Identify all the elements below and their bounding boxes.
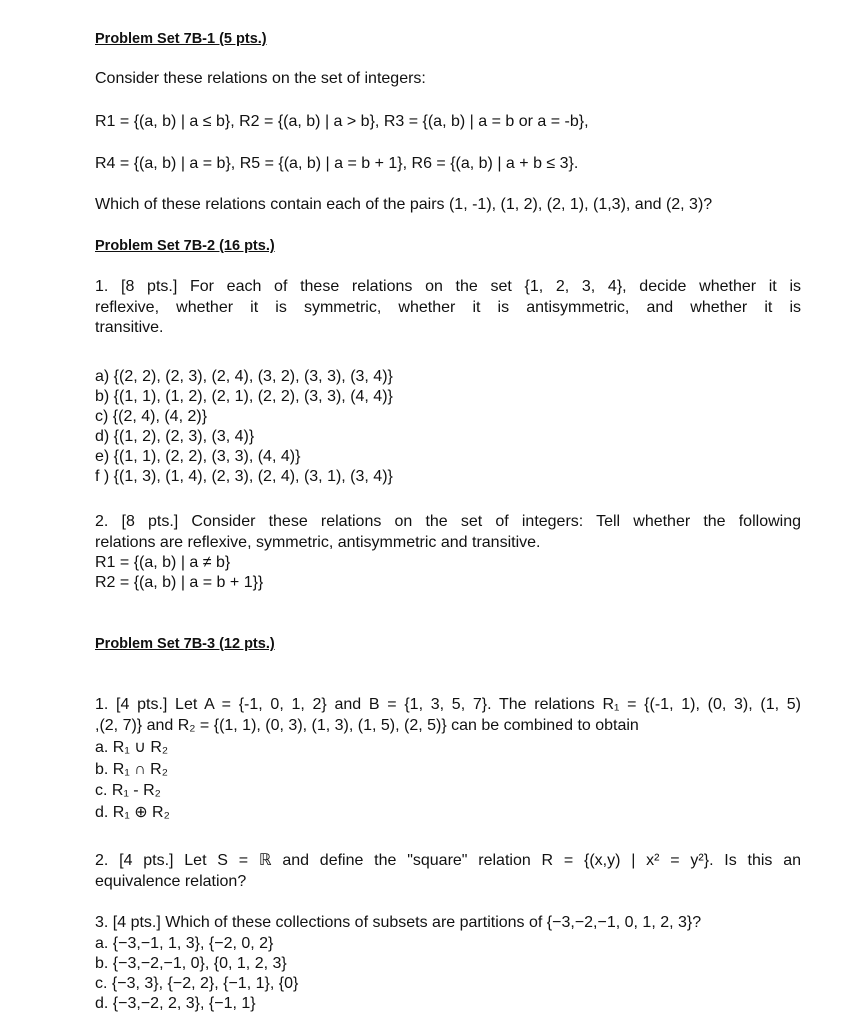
list-item: d) {(1, 2), (2, 3), (3, 4)} [95, 428, 255, 445]
ps3-q2-line2: equivalence relation? [95, 873, 247, 890]
ps2-q1-options [95, 367, 393, 487]
list-item: f ) {(1, 3), (1, 4), (2, 3), (2, 4), (3, 1), (3, 4)} [95, 468, 393, 485]
ps2-q1-line1: 1. [8 pts.] For each of these relations on the set {1, 2, 3, 4}, decide whether it is [95, 278, 801, 295]
list-item: e) {(1, 1), (2, 2), (3, 3), (4, 4)} [95, 448, 301, 465]
ps1-relations-line2: R4 = {(a, b) | a = b}, R5 = {(a, b) | a = b + 1}, R6 = {(a, b) | a + b ≤ 3}. [95, 155, 579, 172]
list-item: b) {(1, 1), (1, 2), (2, 1), (2, 2), (3, 3), (4, 4)} [95, 388, 393, 405]
ps1-relations-line1: R1 = {(a, b) | a ≤ b}, R2 = {(a, b) | a > b}, R3 = {(a, b) | a = b or a = -b}, [95, 113, 589, 130]
ps3-q2-line1: 2. [4 pts.] Let S = ℝ and define the "square" relation R = {(x,y) | x² = y²}. Is this an [95, 852, 801, 869]
list-item: a. {−3,−1, 1, 3}, {−2, 0, 2} [95, 935, 274, 952]
list-item: d. R₁ ⊕ R₂ [95, 803, 170, 821]
ps2-q2-r2: R2 = {(a, b) | a = b + 1}} [95, 574, 264, 591]
problem-set-3-heading: Problem Set 7B-3 (12 pts.) [95, 636, 275, 652]
ps1-question: Which of these relations contain each of the pairs (1, -1), (1, 2), (2, 1), (1,3), and (2, 3)? [95, 196, 713, 213]
list-item: d. {−3,−2, 2, 3}, {−1, 1} [95, 995, 256, 1012]
problem-set-1-heading: Problem Set 7B-1 (5 pts.) [95, 31, 267, 47]
ps2-q1-line2: reflexive, whether it is symmetric, whether it is antisymmetric, and whether it is [95, 299, 801, 316]
list-item: a) {(2, 2), (2, 3), (2, 4), (3, 2), (3, 3), (3, 4)} [95, 368, 393, 385]
ps2-q2-line1: 2. [8 pts.] Consider these relations on the set of integers: Tell whether the following [95, 513, 801, 530]
list-item: b. R₁ ∩ R₂ [95, 760, 168, 778]
problem-set-2-heading: Problem Set 7B-2 (16 pts.) [95, 238, 275, 254]
list-item: a. R₁ ∪ R₂ [95, 739, 169, 756]
list-item: c) {(2, 4), (4, 2)} [95, 408, 208, 425]
ps3-q1-line2: ,(2, 7)} and R₂ = {(1, 1), (0, 3), (1, 3), (1, 5), (2, 5)} can be combined to obtain [95, 717, 639, 734]
ps1-intro: Consider these relations on the set of integers: [95, 70, 426, 87]
ps3-q1-line1: 1. [4 pts.] Let A = {-1, 0, 1, 2} and B = {1, 3, 5, 7}. The relations R₁ = {(-1, 1), (0, 3), (1, 5) [95, 696, 801, 713]
ps3-q3-line1: 3. [4 pts.] Which of these collections of subsets are partitions of {−3,−2,−1, 0, 1, 2, 3}? [95, 914, 702, 931]
ps2-q1-line3: transitive. [95, 319, 164, 336]
ps2-q2-r1: R1 = {(a, b) | a ≠ b} [95, 554, 231, 571]
list-item: c. R₁ - R₂ [95, 782, 161, 799]
list-item: b. {−3,−2,−1, 0}, {0, 1, 2, 3} [95, 955, 287, 972]
ps3-q3-options [95, 934, 298, 1014]
ps2-q2-line2: relations are reflexive, symmetric, antisymmetric and transitive. [95, 534, 541, 551]
list-item: c. {−3, 3}, {−2, 2}, {−1, 1}, {0} [95, 975, 299, 992]
ps3-q1-options [95, 738, 170, 822]
